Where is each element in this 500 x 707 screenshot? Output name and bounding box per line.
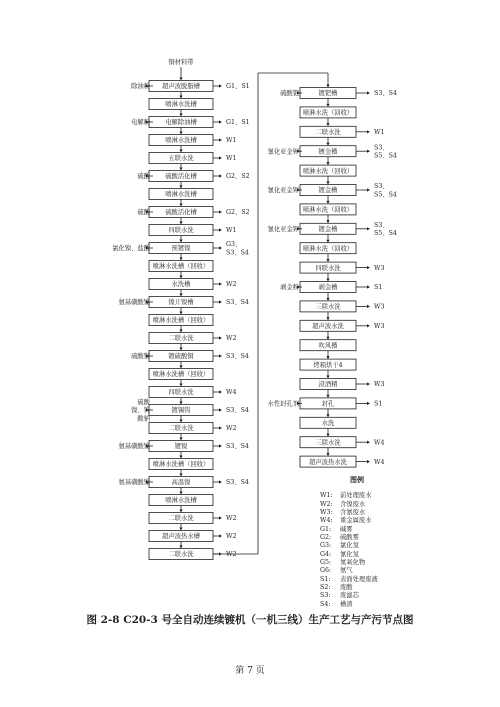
process-step-label: 喷淋水洗（回收） [302, 109, 354, 117]
arrow-head [367, 266, 370, 269]
input-material: 氰化亚金钾 [267, 187, 299, 195]
arrow-head [179, 366, 182, 369]
arrow-head [219, 534, 222, 537]
arrow-head [179, 330, 182, 333]
process-step-label: 喷淋水洗槽 [165, 497, 197, 505]
arrow-head [219, 210, 222, 213]
legend-item [320, 526, 470, 534]
process-step-label: 二联水洗 [315, 129, 341, 137]
arrow-head [179, 348, 182, 351]
legend-code: G4: [320, 550, 332, 558]
process-step-label: 四联水洗 [168, 227, 194, 235]
arrow-head [179, 492, 182, 495]
legend-code: S2: [320, 584, 331, 592]
pollutant-output: W2 [226, 335, 237, 343]
arrow-head [367, 227, 370, 230]
arrow-head [219, 120, 222, 123]
legend-item [320, 592, 470, 600]
arrow-head [219, 426, 222, 429]
arrow-head [219, 300, 222, 303]
arrow-head [326, 317, 329, 320]
input-material: 硫酸钯 [280, 90, 299, 98]
arrow-head [179, 186, 182, 189]
arrow-head [367, 130, 370, 133]
arrow-head [179, 546, 182, 549]
pollutant-output: W1 [226, 227, 237, 235]
process-step-label: 喷淋水洗槽（回收） [152, 371, 210, 379]
input-material: 电解粉 [131, 119, 150, 127]
legend-code: W3: [320, 509, 333, 517]
process-step-label: 镀金槽 [318, 226, 338, 234]
legend-desc: 槽渣 [340, 600, 353, 608]
arrow-head [326, 259, 329, 262]
arrow-head [326, 376, 329, 379]
arrow-head [179, 276, 182, 279]
arrow-head [326, 162, 329, 165]
arrow-head [367, 324, 370, 327]
arrow-head [367, 188, 370, 191]
pollutant-output: S1 [374, 284, 383, 292]
pollutant-output: W2 [226, 533, 237, 541]
input-material: 水性封孔剂 [267, 400, 299, 408]
input-material: 氰化亚金钾 [267, 226, 299, 234]
arrow-head [179, 222, 182, 225]
process-step-label: 镀硫酸铜 [168, 353, 194, 361]
legend-desc: 表面处理废液 [340, 575, 378, 583]
pollutant-output: S1 [374, 400, 383, 408]
input-material: 除油粉 [131, 83, 150, 91]
arrow-head [326, 356, 329, 359]
legend-desc: 碱雾 [340, 525, 353, 533]
pollutant-output: W1 [374, 129, 385, 137]
process-step-label: 喷淋水洗槽 [165, 101, 197, 109]
process-step-label: 电解除油槽 [165, 119, 197, 127]
arrow-head [367, 305, 370, 308]
process-step-label: 喷淋水洗（回收） [302, 167, 354, 175]
process-step-label: 二联水洗 [168, 515, 194, 523]
process-step-label: 超声波脱脂槽 [162, 83, 200, 91]
arrow-head [179, 438, 182, 441]
process-step-label: 四联水洗 [315, 264, 341, 272]
legend-code: G5: [320, 559, 332, 567]
process-step-label: 硫酸活化槽 [165, 173, 197, 181]
pollutant-output: G3、 S3、S4 [226, 241, 249, 257]
process-step-label: 喷淋水洗槽（回收） [152, 263, 210, 271]
process-step-label: 三联水洗 [315, 303, 341, 311]
process-step-label: 镀镍 [174, 443, 188, 451]
arrow-head [179, 96, 182, 99]
arrow-head [179, 510, 182, 513]
arrow-head [219, 390, 222, 393]
pollutant-output: W2 [226, 551, 237, 559]
pollutant-output: W3 [374, 303, 385, 311]
arrow-head [219, 444, 222, 447]
legend-desc: 重金属废水 [340, 517, 372, 525]
pollutant-output: S3、S4 [226, 443, 249, 451]
legend-desc: 氨气 [340, 567, 353, 575]
arrow-head [219, 354, 222, 357]
arrow-head [179, 402, 182, 405]
input-material: 硫酸铜 [131, 353, 150, 361]
arrow-head [326, 337, 329, 340]
arrow-head [367, 402, 370, 405]
process-step-label: 喷淋水洗槽 [165, 191, 197, 199]
pollutant-output: W3 [374, 381, 385, 389]
process-step-label: 吹风槽 [318, 342, 338, 350]
arrow-head [179, 474, 182, 477]
arrow-head [179, 114, 182, 117]
arrow-head [326, 123, 329, 126]
process-step-label: 镍丌镍槽 [168, 299, 194, 307]
process-step-label: 喷淋水洗（回收） [302, 245, 354, 253]
input-material: 剥金粉 [280, 284, 299, 292]
process-step-label: 喷淋水洗（回收） [302, 206, 354, 214]
arrow-head [367, 91, 370, 94]
legend-code: S4: [320, 600, 331, 608]
arrow-head [326, 143, 329, 146]
pollutant-output: S3、 S5、S4 [374, 183, 397, 199]
process-step-label: 剥金槽 [318, 284, 338, 292]
legend-item [320, 501, 470, 509]
pollutant-output: W1 [226, 155, 237, 163]
legend-item [320, 567, 470, 575]
input-material: 氨基磺酸镍 [118, 299, 150, 307]
arrow-head [179, 204, 182, 207]
arrow-head [326, 453, 329, 456]
legend-desc: 硫酸雾 [340, 534, 359, 542]
process-step-label: 镀金槽 [318, 187, 338, 195]
legend-desc: 含镍废水 [340, 500, 366, 508]
legend-desc: 前处理废水 [340, 492, 372, 500]
pollutant-output: G2、S2 [226, 173, 250, 181]
arrow-head [367, 150, 370, 153]
process-step-label: 水洗 [321, 420, 335, 428]
process-step-label: 硫酸活化槽 [165, 209, 197, 217]
arrow-head [219, 516, 222, 519]
arrow-head [179, 312, 182, 315]
arrow-head [179, 168, 182, 171]
pollutant-output: W3 [374, 323, 385, 331]
pollutant-output: W2 [226, 425, 237, 433]
process-step-label: 二联水洗 [168, 551, 194, 559]
process-step-label: 镀锡钨 [171, 407, 191, 415]
process-step-label: 超声波热水洗 [309, 458, 347, 466]
legend-code: W1: [320, 492, 333, 500]
arrow-head [326, 104, 329, 107]
process-step-label: 四联水洗 [168, 389, 194, 397]
process-step-label: 超声波热水槽 [162, 533, 200, 541]
process-step-label: 封孔 [321, 400, 335, 408]
arrow-head [219, 138, 222, 141]
arrow-head [326, 85, 329, 88]
legend-code: G2: [320, 534, 332, 542]
pollutant-output: S3、 S5、S4 [374, 144, 397, 160]
arrow-head [326, 434, 329, 437]
pollutant-output: G1、S1 [226, 119, 250, 127]
start-material-label: 铜材料带 [168, 59, 194, 67]
figure-caption: 图 2-8 C20-3 号全自动连续镀机（一机三线）生产工艺与产污节点图 [86, 614, 414, 626]
process-step-label: 喷淋水洗槽 [165, 137, 197, 145]
arrow-head [367, 441, 370, 444]
arrow-head [326, 279, 329, 282]
arrow-head [219, 336, 222, 339]
arrow-head [326, 414, 329, 417]
legend-code: S1: [320, 575, 331, 583]
pollutant-output: S3、S4 [226, 407, 249, 415]
pollutant-output: W3 [374, 264, 385, 272]
arrow-head [219, 84, 222, 87]
arrow-head [179, 528, 182, 531]
legend [320, 476, 470, 609]
legend-code: W2: [320, 500, 333, 508]
legend-code: W4: [320, 517, 333, 525]
process-step-label: 镀钯槽 [318, 90, 338, 98]
arrow-head [219, 228, 222, 231]
arrow-head [179, 150, 182, 153]
arrow-head [179, 384, 182, 387]
legend-item [320, 542, 470, 550]
arrow-head [326, 201, 329, 204]
input-material: 氯化镍、盐酸 [112, 245, 150, 253]
arrow-head [219, 174, 222, 177]
legend-desc: 含氰废水 [340, 509, 366, 517]
arrow-head [367, 285, 370, 288]
arrow-head [326, 298, 329, 301]
pollutant-output: W4 [374, 439, 385, 447]
pollutant-output: S3、S4 [226, 299, 249, 307]
arrow-head [326, 182, 329, 185]
pollutant-output: S3、S4 [226, 479, 249, 487]
pollutant-output: S3、S4 [226, 353, 249, 361]
legend-desc: 氮氧化物 [340, 559, 366, 567]
legend-code: G1: [320, 525, 332, 533]
process-step-label: 三联水洗 [315, 439, 341, 447]
legend-item [320, 492, 470, 500]
input-material: 氨基磺酸镍 [118, 479, 150, 487]
legend-item [320, 551, 470, 559]
input-material: 氨基磺酸镍 [118, 443, 150, 451]
arrow-head [179, 258, 182, 261]
legend-item [320, 601, 470, 609]
process-step-label: 喷淋水洗槽（回收） [152, 461, 210, 469]
legend-code: S3: [320, 592, 331, 600]
arrow-head [367, 382, 370, 385]
process-step-label: 预镀镍 [171, 245, 191, 253]
process-step-label: 超声波水洗 [312, 323, 344, 331]
legend-desc: 氰化氢 [340, 550, 359, 558]
pollutant-output: W4 [226, 389, 237, 397]
pollutant-output: G2、S2 [226, 209, 250, 217]
input-material: 氰化亚金钾 [267, 148, 299, 156]
legend-desc: 废酸 [340, 584, 353, 592]
process-step-label: 五联水洗 [168, 155, 194, 163]
legend-title: 图例 [350, 475, 364, 484]
input-material: 硫酸 [137, 209, 150, 217]
process-step-label: 喷淋水洗槽（回收） [152, 317, 210, 325]
arrow-head [367, 460, 370, 463]
arrow-head [179, 78, 182, 81]
legend-desc: 废滤芯 [340, 592, 359, 600]
process-step-label: 二联水洗 [168, 425, 194, 433]
arrow-head [219, 282, 222, 285]
process-step-label: 水洗槽 [171, 281, 191, 289]
process-step-label: 镀金槽 [318, 148, 338, 156]
legend-code: G3: [320, 542, 332, 550]
arrow-head [219, 480, 222, 483]
process-step-label: 高温镍 [171, 479, 191, 487]
pollutant-output: W2 [226, 281, 237, 289]
pollutant-output: W4 [374, 458, 385, 466]
input-material: 硫酸 [137, 173, 150, 181]
legend-code: G6: [320, 567, 332, 575]
legend-desc: 氯化氢 [340, 542, 359, 550]
pollutant-output: W1 [226, 137, 237, 145]
page-number: 第 7 页 [235, 666, 265, 676]
process-step-label: 烤箱烘干4 [313, 361, 343, 369]
arrow-head [219, 156, 222, 159]
pollutant-output: W2 [226, 515, 237, 523]
arrow-head [179, 456, 182, 459]
pollutant-output: S3、S4 [374, 90, 397, 98]
arrow-head [219, 408, 222, 411]
pollutant-output: G1、S1 [226, 83, 250, 91]
input-material: 硫酸镍、钨酸钠 [131, 398, 150, 423]
arrow-head [179, 294, 182, 297]
pollutant-output: S3、 S5、S4 [374, 221, 397, 238]
arrow-head [219, 246, 222, 249]
arrow-head [326, 240, 329, 243]
arrow-head [326, 220, 329, 223]
arrow-head [179, 420, 182, 423]
arrow-head [179, 132, 182, 135]
legend-item [320, 576, 470, 584]
legend-item [320, 517, 470, 525]
process-step-label: 浸酒精 [318, 381, 338, 389]
process-step-label: 二联水洗 [168, 335, 194, 343]
arrow-head [326, 395, 329, 398]
arrow-head [179, 240, 182, 243]
